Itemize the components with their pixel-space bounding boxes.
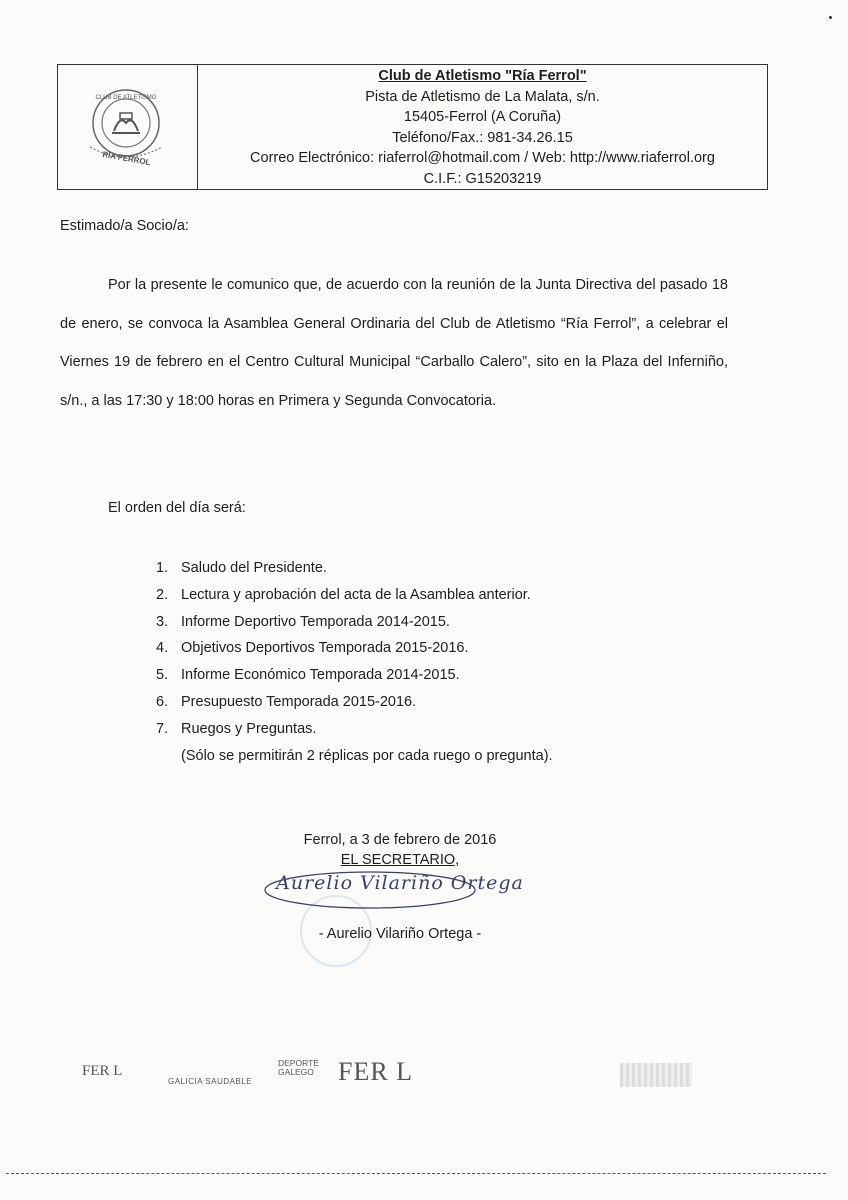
deporte-galego-line1: DEPORTE [278, 1058, 319, 1068]
agenda-number: 1. [156, 560, 169, 576]
faded-sponsor-logo [620, 1063, 692, 1087]
agenda-text: Presupuesto Temporada 2015-2016. [181, 693, 417, 710]
logo-text-top: CLUB DE ATLETISMO [95, 95, 157, 101]
place-date: Ferrol, a 3 de febrero de 2016 [303, 832, 497, 848]
deporte-galego-logo [278, 1059, 319, 1077]
club-address: Pista de Atletismo de La Malata, s/n. [365, 88, 600, 105]
club-name: Club de Atletismo "Ría Ferrol" [378, 68, 587, 84]
agenda-item [156, 689, 553, 716]
club-city: 15405-Ferrol (A Coruña) [403, 109, 562, 125]
ferrol-logo-small: FER L [82, 1063, 123, 1079]
signer-title: EL SECRETARIO, [340, 852, 460, 868]
greeting: Estimado/a Socio/a: [60, 218, 189, 234]
bottom-rule [6, 1173, 826, 1174]
club-cif: C.I.F.: G15203219 [423, 170, 542, 187]
galicia-saudable-logo: GALICIA SAUDABLE [168, 1077, 253, 1086]
agenda-number: 3. [156, 613, 169, 630]
agenda-text: Objetivos Deportivos Temporada 2015-2016. [181, 640, 469, 657]
signature [260, 870, 540, 916]
club-logo [76, 79, 176, 179]
signer-name: - Aurelio Vilariño Ortega - [318, 926, 482, 942]
club-logo-cell [58, 65, 198, 189]
agenda-text: Informe Deportivo Temporada 2014-2015. [181, 613, 450, 630]
sponsor-logos [60, 1055, 740, 1095]
agenda-number: 6. [156, 693, 169, 710]
agenda-number: 2. [156, 586, 169, 603]
deporte-galego-line2: GALEGO [278, 1067, 314, 1077]
agenda-number: 5. [156, 667, 169, 684]
agenda-item [156, 555, 553, 582]
agenda-item [156, 609, 553, 636]
signature-text: Aurelio Vilariño Ortega [276, 872, 524, 894]
body-text: Por la presente le comunico que, de acuerdo con la reunión de la Junta Directiva del pasado 18 de enero, se convoca la Asamblea General Ordinaria del Club de Atletismo “Ría Ferrol”, a celebrar el Viernes 19 de febrero en el Centro Cultural Municipal “Carballo Calero”, sito en la Plaza del Inferniño, s/n., a las 17:30 y 18:00 horas en Primera y Segunda Convocatoria. [60, 277, 728, 409]
agenda-number: 7. [156, 720, 169, 737]
logo-text-bottom: RIA FERROL [101, 149, 152, 168]
agenda-note: (Sólo se permitirán 2 réplicas por cada ruego o pregunta). [181, 747, 553, 764]
agenda-item [156, 716, 553, 743]
club-contact: Correo Electrónico: riaferrol@hotmail.com / Web: http://www.riaferrol.org [250, 150, 715, 166]
letterhead [57, 64, 768, 190]
agenda-list [156, 555, 553, 769]
club-info [198, 65, 767, 189]
agenda-text: Saludo del Presidente. [181, 560, 327, 576]
agenda-item [156, 635, 553, 662]
agenda-intro: El orden del día será: [108, 500, 246, 516]
agenda-item [156, 662, 553, 689]
club-phone: Teléfono/Fax.: 981-34.26.15 [392, 129, 573, 146]
scan-speck [829, 16, 832, 19]
agenda-number: 4. [156, 640, 169, 657]
agenda-item [156, 582, 553, 609]
agenda-text: Lectura y aprobación del acta de la Asamblea anterior. [181, 586, 531, 603]
agenda-text: Informe Económico Temporada 2014-2015. [181, 667, 460, 684]
agenda-text: Ruegos y Preguntas. [181, 720, 317, 737]
body-paragraph [60, 266, 728, 420]
ferrol-logo-large: FER L [338, 1057, 414, 1086]
signoff [260, 830, 540, 942]
